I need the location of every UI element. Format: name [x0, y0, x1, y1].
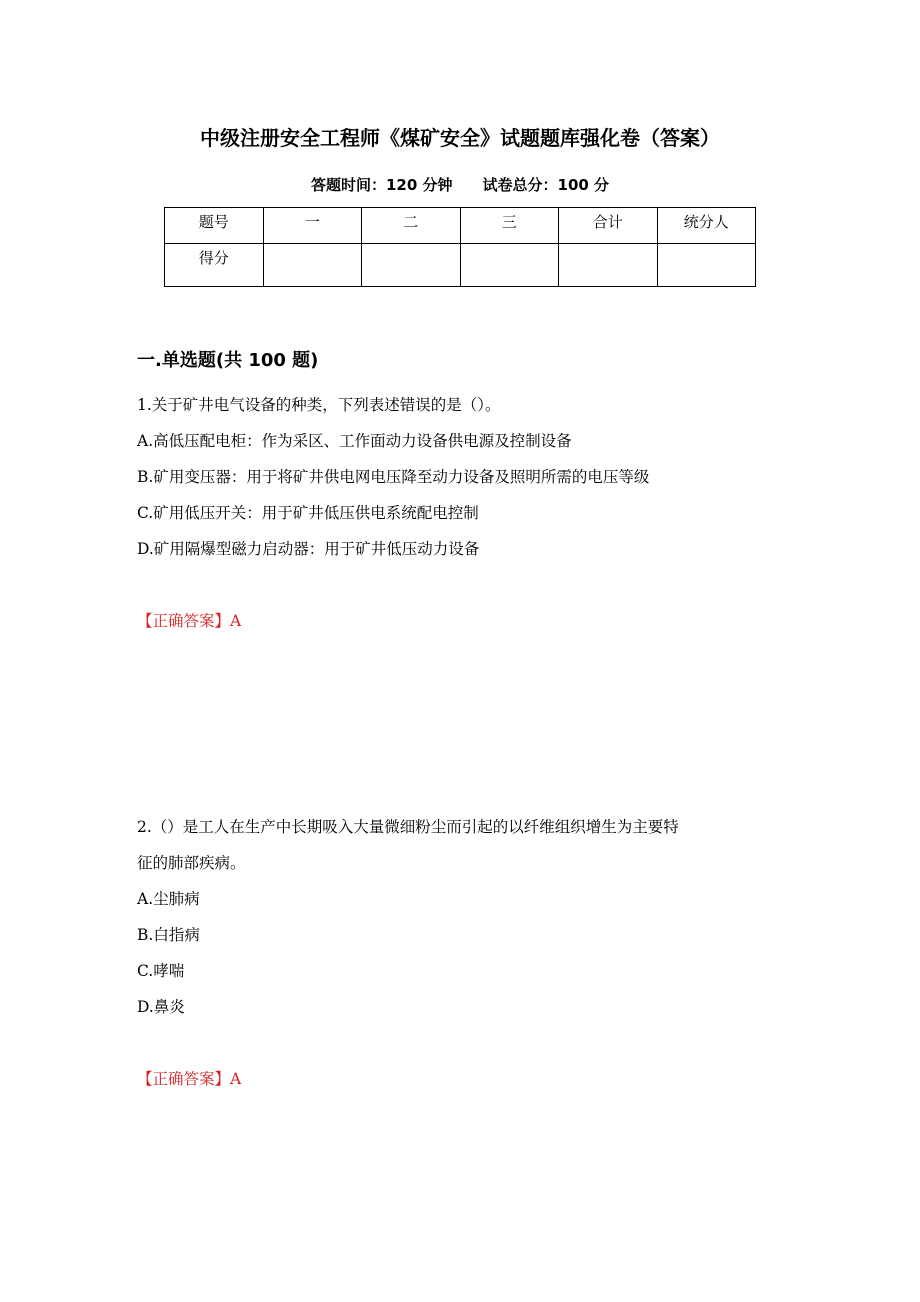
- question-2-answer: [137, 1067, 241, 1089]
- question-1-answer: [137, 609, 241, 631]
- question-1-answer-text: 【正确答案】A: [137, 612, 242, 630]
- question-2-answer-text: 【正确答案】A: [137, 1070, 242, 1088]
- exam-meta: [0, 174, 920, 195]
- score-header-cell: 二: [362, 208, 461, 244]
- question-1-stem: 1.关于矿井电气设备的种类，下列表述错误的是（）。: [137, 396, 501, 414]
- question-2-option-d: D.鼻炎: [137, 998, 185, 1016]
- question-1-option-c: C.矿用低压开关：用于矿井低压供电系统配电控制: [137, 504, 479, 522]
- score-cell: [559, 244, 658, 287]
- score-cell: [460, 244, 559, 287]
- document-title: 中级注册安全工程师《煤矿安全》试题题库强化卷（答案）: [200, 126, 720, 150]
- question-2-stem-line-1: 2.（）是工人在生产中长期吸入大量微细粉尘而引起的以纤维组织增生为主要特: [137, 818, 679, 836]
- question-1-option-b: B.矿用变压器：用于将矿井供电网电压降至动力设备及照明所需的电压等级: [137, 468, 650, 486]
- score-table: [164, 207, 756, 287]
- question-1-option-a: A.高低压配电柜：作为采区、工作面动力设备供电源及控制设备: [137, 432, 572, 450]
- score-row-label: 得分: [165, 244, 264, 287]
- question-2-option-c: C.哮喘: [137, 962, 185, 980]
- score-cell: [362, 244, 461, 287]
- score-header-cell: 三: [460, 208, 559, 244]
- score-header-cell: 合计: [559, 208, 658, 244]
- score-header-cell: 统分人: [657, 208, 756, 244]
- score-header-cell: 一: [263, 208, 362, 244]
- score-cell: [657, 244, 756, 287]
- question-2-stem-line-2: 征的肺部疾病。: [137, 854, 246, 872]
- section-title: 一.单选题(共 100 题): [137, 350, 319, 371]
- score-table-score-row: [165, 244, 756, 287]
- score-cell: [263, 244, 362, 287]
- question-2-option-a: A.尘肺病: [137, 890, 200, 908]
- question-1-option-d: D.矿用隔爆型磁力启动器：用于矿井低压动力设备: [137, 540, 480, 558]
- score-header-cell: 题号: [165, 208, 264, 244]
- score-table-header-row: [165, 208, 756, 244]
- exam-time: 答题时间：120 分钟: [310, 176, 453, 194]
- question-2-option-b: B.白指病: [137, 926, 200, 944]
- exam-total-score: 试卷总分：100 分: [482, 176, 610, 194]
